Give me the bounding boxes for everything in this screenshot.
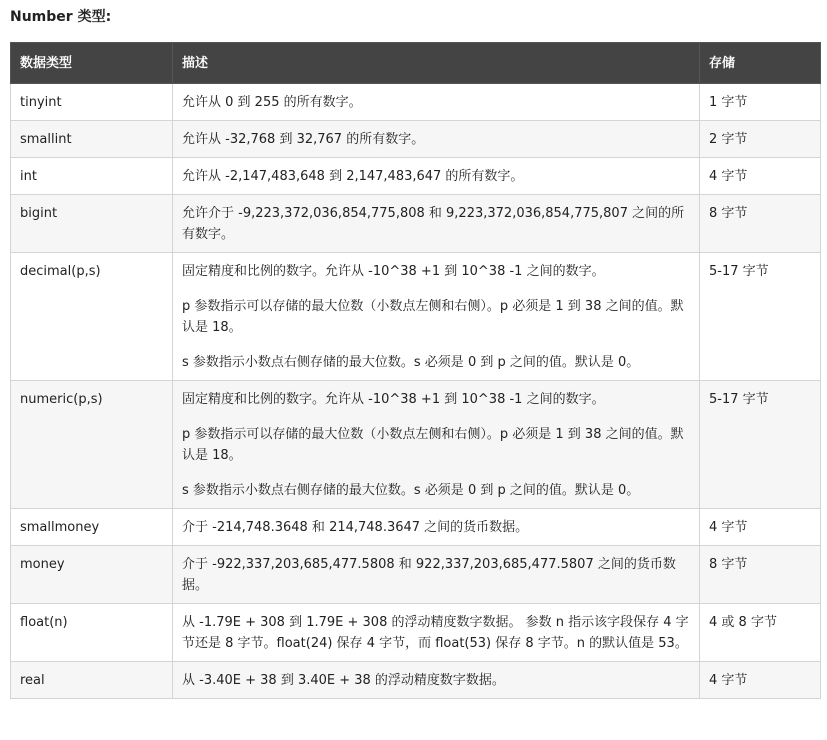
header-description: 描述 <box>173 43 700 84</box>
cell-description <box>173 662 700 699</box>
table-row <box>11 662 821 699</box>
cell-description <box>173 253 700 381</box>
description-paragraph: 介于 -922,337,203,685,477.5808 和 922,337,203,685,477.5807 之间的货币数据。 <box>182 557 676 593</box>
cell-storage: 8 字节 <box>700 546 821 604</box>
cell-storage: 5-17 字节 <box>700 381 821 509</box>
header-storage: 存储 <box>700 43 821 84</box>
description-paragraph: 从 -1.79E + 308 到 1.79E + 308 的浮动精度数字数据。 参数 n 指示该字段保存 4 字节还是 8 字节。float(24) 保存 4 字节，而 float(53) 保存 8 字节。n 的默认值是 53。 <box>182 615 689 651</box>
page-title: Number 类型: <box>10 9 112 25</box>
table-row <box>11 381 821 509</box>
cell-description <box>173 546 700 604</box>
table-row <box>11 546 821 604</box>
cell-description <box>173 121 700 158</box>
cell-storage: 1 字节 <box>700 84 821 121</box>
cell-description <box>173 381 700 509</box>
table-row <box>11 158 821 195</box>
number-types-table <box>10 42 821 699</box>
header-data-type: 数据类型 <box>11 43 173 84</box>
cell-description <box>173 158 700 195</box>
cell-data-type: smallint <box>11 121 173 158</box>
description-paragraph: 介于 -214,748.3648 和 214,748.3647 之间的货币数据。 <box>182 520 529 535</box>
description-paragraph: 允许从 -32,768 到 32,767 的所有数字。 <box>182 132 425 147</box>
table-row <box>11 195 821 253</box>
table-row <box>11 509 821 546</box>
cell-storage: 4 字节 <box>700 509 821 546</box>
cell-data-type: decimal(p,s) <box>11 253 173 381</box>
cell-storage: 4 字节 <box>700 158 821 195</box>
table-row <box>11 253 821 381</box>
description-paragraph: p 参数指示可以存储的最大位数（小数点左侧和右侧）。p 必须是 1 到 38 之间的值。默认是 18。 <box>182 427 684 463</box>
cell-data-type: real <box>11 662 173 699</box>
cell-storage: 8 字节 <box>700 195 821 253</box>
cell-data-type: money <box>11 546 173 604</box>
description-paragraph: 允许介于 -9,223,372,036,854,775,808 和 9,223,372,036,854,775,807 之间的所有数字。 <box>182 206 685 242</box>
cell-description <box>173 509 700 546</box>
cell-data-type: smallmoney <box>11 509 173 546</box>
cell-data-type: numeric(p,s) <box>11 381 173 509</box>
cell-data-type: int <box>11 158 173 195</box>
cell-storage: 4 或 8 字节 <box>700 604 821 662</box>
header-row <box>11 43 821 84</box>
description-paragraph: 固定精度和比例的数字。允许从 -10^38 +1 到 10^38 -1 之间的数字。 <box>182 264 605 279</box>
cell-description <box>173 604 700 662</box>
description-paragraph: s 参数指示小数点右侧存储的最大位数。s 必须是 0 到 p 之间的值。默认是 0。 <box>182 483 640 498</box>
table-row <box>11 121 821 158</box>
table-body <box>11 84 821 699</box>
cell-description <box>173 195 700 253</box>
description-paragraph: 允许从 -2,147,483,648 到 2,147,483,647 的所有数字。 <box>182 169 524 184</box>
cell-data-type: bigint <box>11 195 173 253</box>
cell-storage: 4 字节 <box>700 662 821 699</box>
cell-data-type: float(n) <box>11 604 173 662</box>
description-paragraph: 从 -3.40E + 38 到 3.40E + 38 的浮动精度数字数据。 <box>182 673 505 688</box>
cell-description <box>173 84 700 121</box>
description-paragraph: p 参数指示可以存储的最大位数（小数点左侧和右侧）。p 必须是 1 到 38 之间的值。默认是 18。 <box>182 299 684 335</box>
table-row <box>11 84 821 121</box>
table-row <box>11 604 821 662</box>
description-paragraph: 固定精度和比例的数字。允许从 -10^38 +1 到 10^38 -1 之间的数字。 <box>182 392 605 407</box>
table-header <box>11 43 821 84</box>
cell-storage: 2 字节 <box>700 121 821 158</box>
cell-storage: 5-17 字节 <box>700 253 821 381</box>
cell-data-type: tinyint <box>11 84 173 121</box>
description-paragraph: 允许从 0 到 255 的所有数字。 <box>182 95 362 110</box>
description-paragraph: s 参数指示小数点右侧存储的最大位数。s 必须是 0 到 p 之间的值。默认是 0。 <box>182 355 640 370</box>
